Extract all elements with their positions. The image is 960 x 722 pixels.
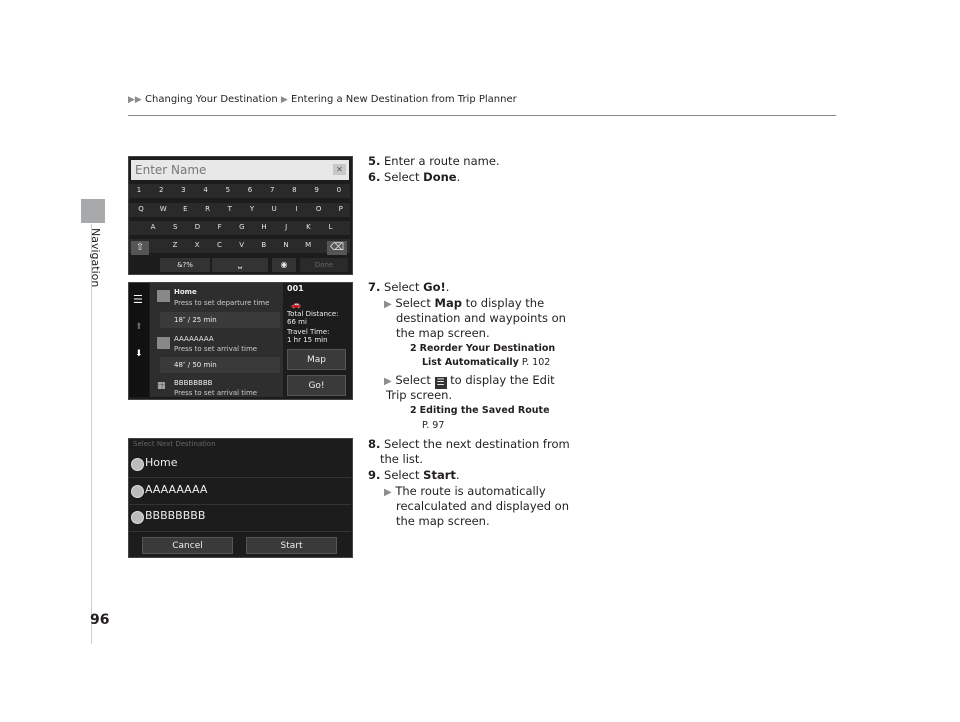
keyboard-key[interactable]: 2: [158, 186, 164, 194]
keyboard-key[interactable]: 6: [247, 186, 253, 194]
arrow-icon: ▶: [384, 376, 392, 387]
step-number: 9.: [368, 468, 381, 482]
step-command: Start: [423, 468, 456, 482]
keyboard-key[interactable]: 9: [314, 186, 319, 194]
list-item-label: BBBBBBBB: [145, 509, 206, 522]
symbols-key[interactable]: &?%: [160, 258, 210, 272]
arrow-icon: ▶: [384, 487, 392, 498]
map-button[interactable]: Map: [287, 349, 346, 370]
step-8: [368, 437, 570, 453]
step-text: .: [456, 170, 461, 184]
page-number: 96: [90, 612, 110, 628]
flag-icon: [157, 337, 170, 349]
step-number: 6.: [368, 170, 381, 184]
step-9: [368, 468, 460, 484]
route-name-input[interactable]: Enter Name: [131, 160, 349, 180]
step-text: Select the next destination from: [384, 437, 570, 451]
space-key[interactable]: ⎵: [212, 258, 268, 272]
keyboard-key[interactable]: 0: [336, 186, 342, 194]
move-up-icon[interactable]: ⬆: [135, 322, 143, 332]
keyboard-key[interactable]: F: [217, 223, 222, 231]
breadcrumb-arrow-icon: ▶▶: [128, 95, 142, 105]
keyboard-key[interactable]: G: [239, 223, 245, 231]
move-down-icon[interactable]: ⬇: [135, 349, 143, 359]
xref-title: Reorder Your Destination: [419, 343, 556, 354]
step-9-a-line-3: the map screen.: [396, 514, 490, 528]
list-item-label: Home: [145, 456, 178, 469]
xref-icon: 2: [410, 405, 417, 416]
backspace-icon[interactable]: ⌫: [327, 241, 347, 255]
go-button[interactable]: Go!: [287, 375, 346, 396]
keyboard-key[interactable]: J: [285, 223, 288, 231]
section-tab-marker: [81, 199, 105, 223]
arrow-icon: ▶: [384, 299, 392, 310]
keyboard-key[interactable]: N: [283, 241, 289, 249]
breadcrumb: [128, 94, 517, 105]
xref-page: P. 102: [521, 357, 551, 368]
keyboard-key[interactable]: T: [227, 205, 232, 213]
step-text: .: [445, 280, 450, 294]
keyboard-key[interactable]: A: [150, 223, 156, 231]
cancel-button[interactable]: Cancel: [142, 537, 233, 554]
keyboard-key[interactable]: 5: [225, 186, 231, 194]
start-button[interactable]: Start: [246, 537, 337, 554]
cross-reference-2-page[interactable]: P. 97: [422, 420, 445, 431]
step-7-a-line-2: destination and waypoints on: [396, 311, 566, 325]
travel-time-label: Travel Time:: [287, 328, 330, 336]
keyboard-key[interactable]: X: [194, 241, 200, 249]
step-9-a-line-2: recalculated and displayed on: [396, 499, 569, 513]
keyboard-key[interactable]: W: [159, 205, 167, 213]
breadcrumb-part-2: Entering a New Destination from Trip Planner: [291, 94, 517, 105]
step-command: Map: [434, 296, 462, 310]
shift-icon[interactable]: ⇧: [131, 241, 149, 255]
language-icon[interactable]: ◉: [272, 258, 296, 272]
step-text: Select: [384, 280, 424, 294]
screen-header: Select Next Destination: [133, 440, 216, 448]
keyboard-key[interactable]: Y: [249, 205, 255, 213]
keyboard-key[interactable]: H: [261, 223, 267, 231]
step-command: Done: [423, 170, 457, 184]
keyboard-key[interactable]: I: [295, 205, 298, 213]
step-text: Select: [395, 373, 435, 387]
keyboard-key[interactable]: U: [271, 205, 277, 213]
keyboard-key[interactable]: Z: [172, 241, 178, 249]
step-6: [368, 170, 460, 186]
step-text: Select: [384, 468, 424, 482]
finish-flag-icon: ▦: [157, 381, 166, 391]
destination-icon: [131, 458, 144, 471]
flag-icon: [157, 290, 170, 302]
waypoint-1-sub: Press to set arrival time: [174, 345, 258, 353]
route-start[interactable]: Home: [174, 288, 197, 296]
breadcrumb-arrow-icon: ▶: [280, 95, 288, 105]
header-rule: [128, 115, 836, 116]
step-text: The route is automatically: [395, 484, 546, 498]
step-number: 7.: [368, 280, 381, 294]
waypoint-2-sub: Press to set arrival time: [174, 389, 258, 397]
waypoint-2[interactable]: BBBBBBBB: [174, 379, 213, 387]
keyboard-key[interactable]: R: [205, 205, 211, 213]
keyboard-key[interactable]: D: [194, 223, 201, 231]
route-id: 001: [287, 284, 304, 293]
clear-icon[interactable]: ✕: [333, 164, 346, 175]
keyboard-key[interactable]: P: [338, 205, 343, 213]
total-distance-value: 66 mi: [287, 318, 307, 326]
step-text: Select: [384, 170, 424, 184]
total-distance-label: Total Distance:: [287, 310, 339, 318]
step-text: .: [455, 468, 460, 482]
menu-icon: ☰: [436, 378, 445, 388]
keyboard-key[interactable]: E: [183, 205, 188, 213]
keyboard-key[interactable]: V: [239, 241, 244, 249]
step-7-b-line-2: Trip screen.: [386, 388, 453, 402]
waypoint-1[interactable]: AAAAAAAA: [174, 335, 214, 343]
step-text: to display the: [461, 296, 545, 310]
cross-reference-1-line-2[interactable]: [422, 357, 550, 368]
leg-2-label: 48″ / 50 min: [174, 361, 217, 369]
step-number: 8.: [368, 437, 381, 451]
route-start-sub: Press to set departure time: [174, 299, 270, 307]
car-icon: 🚗: [291, 300, 301, 309]
step-8-line-2: the list.: [380, 452, 424, 466]
menu-icon[interactable]: ☰: [133, 293, 143, 306]
keyboard-key[interactable]: C: [216, 241, 222, 249]
xref-title: Editing the Saved Route: [419, 405, 550, 416]
xref-icon: 2: [410, 343, 417, 354]
keyboard-key[interactable]: 4: [203, 186, 208, 194]
keyboard-key[interactable]: 3: [181, 186, 186, 194]
keyboard-key[interactable]: Q: [138, 205, 144, 213]
step-text: Select: [395, 296, 435, 310]
step-text: Enter a route name.: [384, 154, 500, 168]
destination-icon: [131, 511, 144, 524]
leg-1-label: 18″ / 25 min: [174, 316, 217, 324]
keyboard-key[interactable]: 8: [292, 186, 297, 194]
cross-reference-1[interactable]: [410, 343, 555, 354]
destination-icon: [131, 485, 144, 498]
step-7-a-line-3: the map screen.: [396, 326, 490, 340]
xref-title: List Automatically: [422, 357, 519, 368]
done-key[interactable]: Done: [300, 258, 348, 272]
step-command: Go!: [423, 280, 446, 294]
keyboard-key[interactable]: B: [261, 241, 267, 249]
breadcrumb-part-1: Changing Your Destination: [145, 94, 278, 105]
keyboard-key[interactable]: 1: [136, 186, 142, 194]
keyboard-key[interactable]: S: [172, 223, 178, 231]
step-5: [368, 154, 500, 170]
section-label: Navigation: [89, 228, 102, 288]
step-7: [368, 280, 449, 296]
keyboard-key[interactable]: M: [305, 241, 312, 249]
step-number: 5.: [368, 154, 381, 168]
step-text: to display the Edit: [446, 373, 555, 387]
travel-time-value: 1 hr 15 min: [287, 336, 328, 344]
keyboard-key[interactable]: K: [306, 223, 311, 231]
keyboard-key[interactable]: L: [328, 223, 333, 231]
keyboard-key[interactable]: O: [315, 205, 322, 213]
list-item-label: AAAAAAAA: [145, 483, 208, 496]
cross-reference-2[interactable]: [410, 405, 550, 416]
keyboard-key[interactable]: 7: [269, 186, 275, 194]
